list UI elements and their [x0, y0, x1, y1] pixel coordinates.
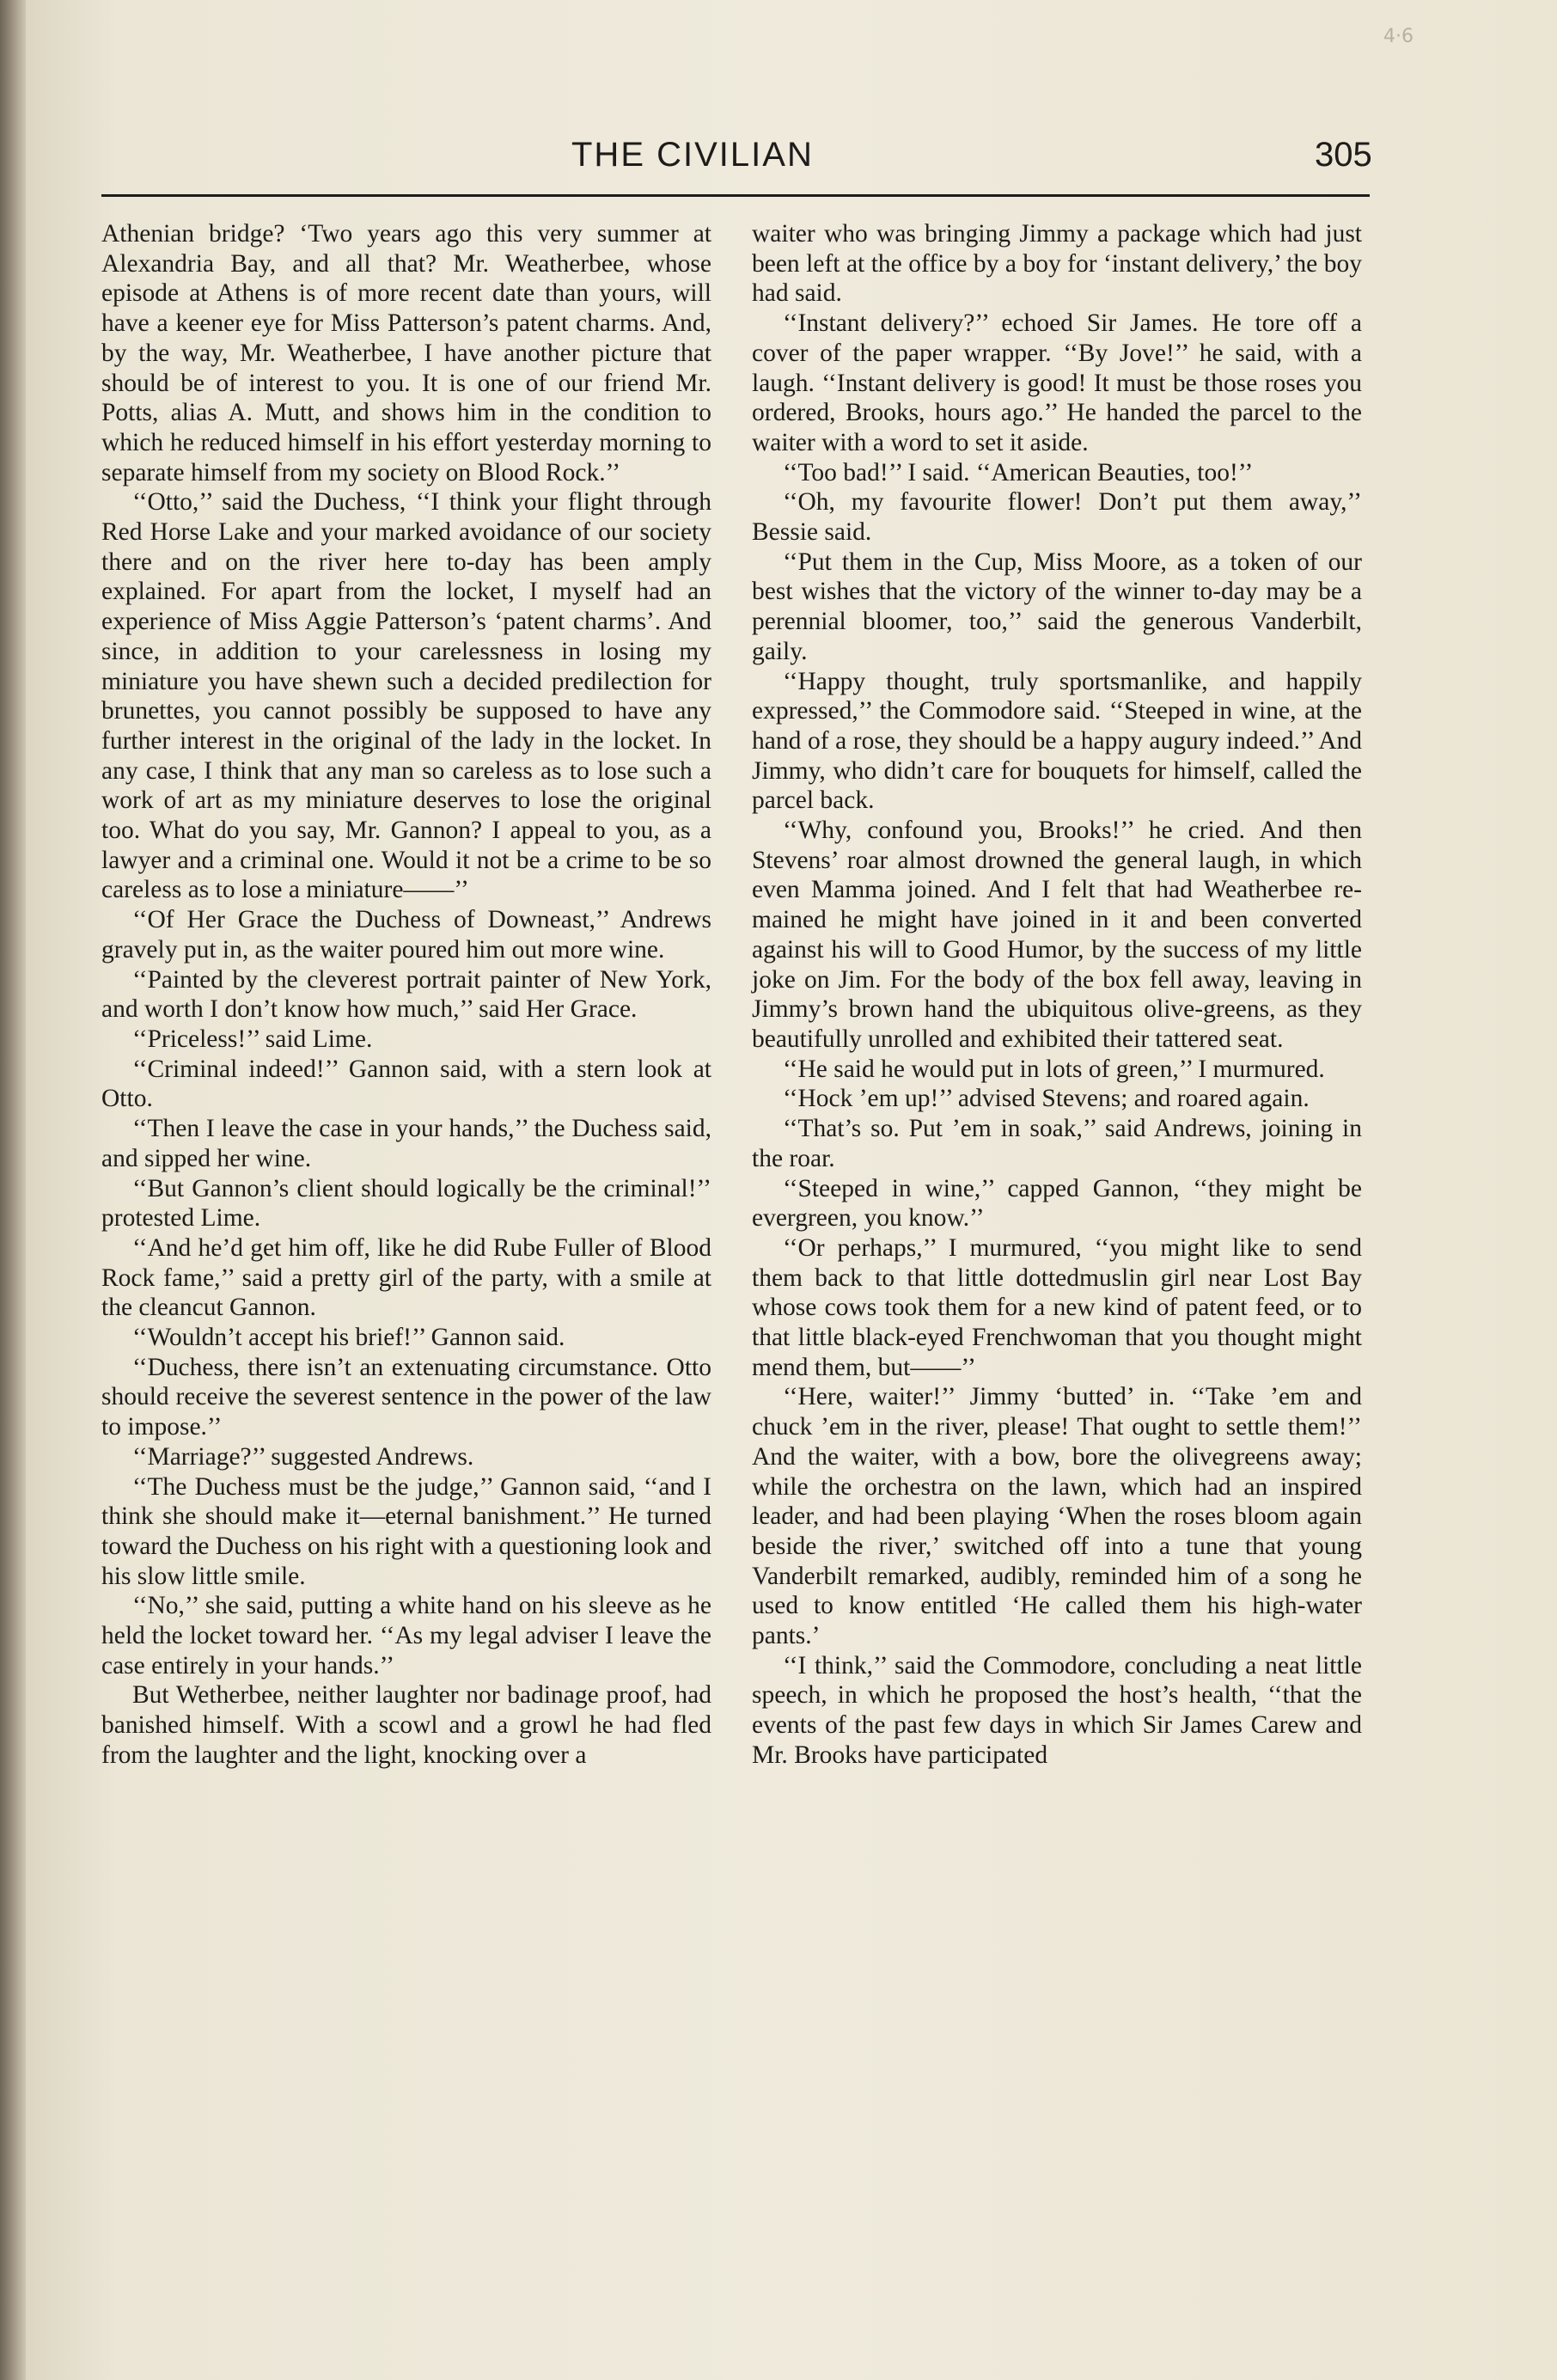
paragraph: ‘‘Painted by the cleverest portrait painter of New York, and worth I don’t know how much,’’ said Her Grace.	[101, 965, 711, 1024]
paragraph: ‘‘That’s so. Put ’em in soak,’’ said Andrews, joining in the roar.	[752, 1115, 1362, 1172]
paragraph: ‘‘Then I leave the case in your hands,’’ the Duchess said, and sipped her wine.	[101, 1115, 711, 1172]
paragraph: ‘‘Steeped in wine,’’ capped Gannon, ‘‘they might be evergreen, you know.’’	[752, 1174, 1362, 1233]
paragraph: ‘‘The Duchess must be the judge,’’ Gannon said, ‘‘and I think she should make it—eternal banishment.’’ He turned toward the Duchess on his right with a questioning look and his slow little smile.	[101, 1472, 711, 1590]
paragraph: ‘‘No,’’ she said, putting a white hand on his sleeve as he held the locket toward her. ‘‘As my legal adviser I leave the case entirely in your hands.’’	[101, 1592, 711, 1679]
paragraph: ‘‘I think,’’ said the Commodore, concluding a neat little speech, in which he proposed the host’s health, ‘‘that the events of the past few days in which Sir James Carew and Mr. Brooks have participated	[752, 1651, 1362, 1769]
paragraph: ‘‘Of Her Grace the Duchess of Downeast,’’ Andrews gravely put in, as the waiter poured him out more wine.	[101, 906, 711, 964]
paragraph: ‘‘Hock ’em up!’’ advised Stevens; and roared again.	[783, 1085, 1310, 1113]
paragraph: ‘‘Here, waiter!’’ Jimmy ‘butted’ in. ‘‘Take ’em and chuck ’em in the river, please! That ought to settle them!’’ And the waiter, with a bow, bore the olivegreens away; while the orchestra on the lawn, which had an inspired leader, and had been playing ‘When the roses bloom again beside the river,’ switched off into a tune that young Vanderbilt remarked, audibly, reminded him of a song he used to know entitled ‘He called them his high-water pants.’	[752, 1383, 1362, 1650]
paragraph: ‘‘Instant delivery?’’ echoed Sir James. He tore off a cover of the paper wrapper. ‘‘By Jove!’’ he said, with a laugh. ‘‘Instant delivery is good! It must be those roses you ordered, Brooks, hours ago.’’ He handed the parcel to the waiter with a word to set it aside.	[752, 309, 1362, 456]
paragraph: ‘‘Wouldn’t accept his brief!’’ Gannon said.	[132, 1324, 565, 1352]
paragraph: ‘‘Otto,’’ said the Duchess, ‘‘I think your flight through Red Horse Lake and your marked avoidance of our society there and on the river here to-day has been amply explained. For apart from the locket, I myself had an experience of Miss Aggie Patterson’s ‘patent charms’. And since, in addition to your carelessness in losing my miniature you have shewn such a decided predilection for brunettes, you cannot possibly be supposed to have any further interest in the original of the lady in the locket. In any case, I think that any man so careless as to lose such a work of art as my miniature deserves to lose the original too. What do you say, Mr. Gannon? I appeal to you, as a lawyer and a criminal one. Would it not be a crime to be so careless as to lose a miniature——’’	[101, 488, 711, 904]
paragraph: ‘‘Marriage?’’ suggested Andrews.	[132, 1442, 474, 1471]
paragraph: ‘‘Oh, my favourite flower! Don’t put them away,’’ Bessie said.	[752, 488, 1362, 547]
paragraph: ‘‘Why, confound you, Brooks!’’ he cried. And then Stevens’ roar almost drowned the general laugh, in which even Mamma joined. And I felt that had Weatherbee remained he might have joined in it and been converted against his will to Good Humor, by the success of my little joke on Jim. For the body of the box fell away, leaving in Jimmy’s brown hand the ubiquitous olive-greens, as they beautifully unrolled and exhibited their tattered seat.	[752, 817, 1362, 1053]
paragraph: But Wetherbee, neither laughter nor badinage proof, had banished himself. With a scowl and a growl he had fled from the laughter and the light, knocking over a	[101, 1681, 711, 1769]
paragraph: ‘‘Criminal indeed!’’ Gannon said, with a stern look at Otto.	[101, 1055, 711, 1113]
paragraph: ‘‘But Gannon’s client should logically be the criminal!’’ protested Lime.	[101, 1174, 711, 1233]
corner-pencil-mark: 4·6	[1383, 26, 1414, 47]
right-column	[752, 219, 1362, 1771]
paragraph: ‘‘Or perhaps,’’ I murmured, ‘‘you might like to send them back to that little dottedmuslin girl near Lost Bay whose cows took them for a new kind of patent feed, or to that little black-eyed Frenchwoman that you thought might mend them, but——’’	[752, 1233, 1362, 1381]
left-column	[101, 219, 711, 1771]
running-title: THE CIVILIAN	[571, 136, 814, 174]
paragraph: Athenian bridge? ‘Two years ago this very summer at Alexandria Bay, and all that? Mr. Weatherbee, whose episode at Athens is of more recent date than yours, will have a keener eye for Miss Patterson’s patent charms. And, by the way, Mr. Weatherbee, I have another picture that should be of interest to you. It is one of our friend Mr. Potts, alias A. Mutt, and shows him in the condition to which he reduced himself in his effort yesterday morning to separate himself from my society on Blood Rock.’’	[101, 220, 711, 486]
book-spine-shadow	[0, 0, 26, 2380]
paragraph: ‘‘He said he would put in lots of green,’’ I murmured.	[783, 1055, 1325, 1083]
paragraph: ‘‘Happy thought, truly sportsmanlike, and happily expressed,’’ the Commodore said. ‘‘Steeped in wine, at the hand of a rose, they should be a happy augury indeed.’’ And Jimmy, who didn’t care for bouquets for himself, called the parcel back.	[752, 667, 1362, 815]
paragraph: ‘‘Duchess, there isn’t an extenuating circumstance. Otto should receive the severest sentence in the power of the law to impose.’’	[101, 1353, 711, 1441]
header-rule	[101, 194, 1370, 197]
page-number: 305	[1315, 136, 1372, 174]
paragraph: ‘‘Too bad!’’ I said. ‘‘American Beauties, too!’’	[783, 458, 1254, 486]
paragraph: ‘‘Put them in the Cup, Miss Moore, as a token of our best wishes that the victory of the winner to-day may be a perennial bloomer, too,’’ said the generous Vanderbilt, gaily.	[752, 548, 1362, 665]
paragraph: ‘‘Priceless!’’ said Lime.	[132, 1025, 373, 1053]
paragraph: ‘‘And he’d get him off, like he did Rube Fuller of Blood Rock fame,’’ said a pretty girl of the party, with a smile at the cleancut Gannon.	[101, 1233, 711, 1322]
paragraph: waiter who was bringing Jimmy a package which had just been left at the office by a boy for ‘instant delivery,’ the boy had said.	[752, 220, 1362, 308]
